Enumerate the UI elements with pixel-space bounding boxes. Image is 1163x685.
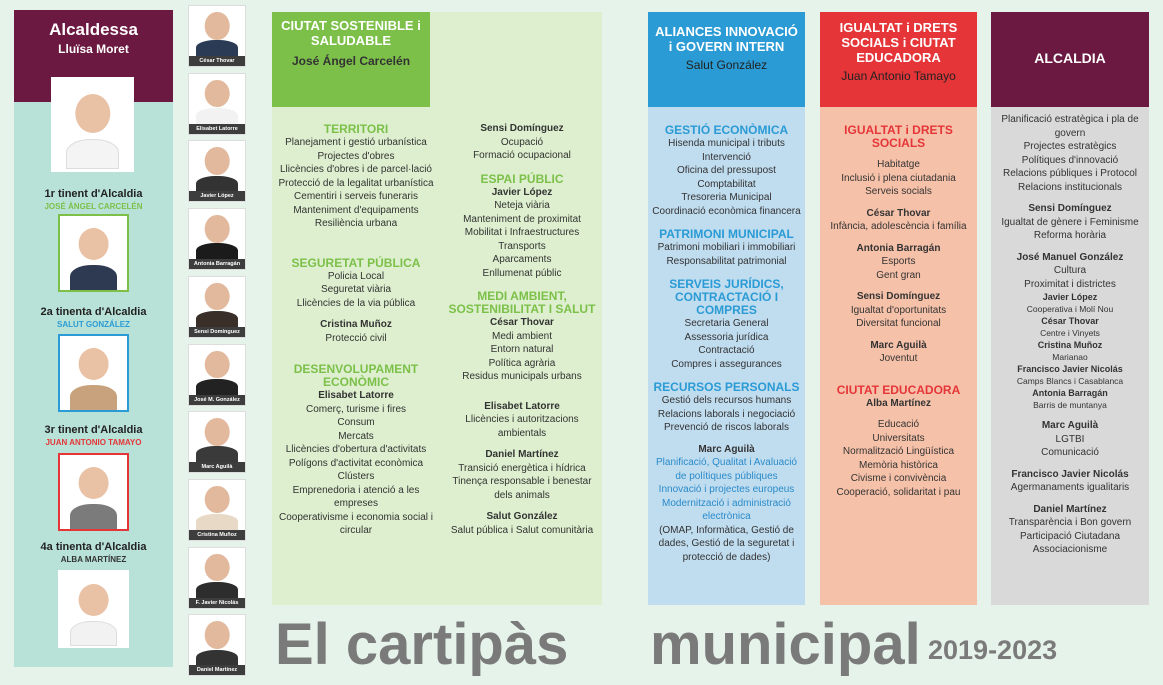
councillor-face	[205, 418, 230, 446]
mayor-photo	[51, 77, 134, 172]
spacer	[448, 280, 596, 288]
councillor-body	[196, 311, 239, 328]
councillor-label: Daniel Martínez	[485, 449, 559, 460]
councillor-label: Daniel Martínez	[1033, 503, 1107, 515]
rank-3-photo	[58, 453, 129, 531]
section-title: DESENVOLUPAMENT ECONÒMIC	[293, 362, 419, 389]
list-item: Oficina del pressupost	[677, 165, 776, 176]
mayor-title: Alcaldessa	[49, 20, 138, 39]
list-item: Proximitat i districtes	[1024, 278, 1116, 290]
list-item: Participació Ciutadana	[1019, 530, 1121, 542]
list-item: Secretaria General	[684, 318, 769, 329]
section-title: SEGURETAT PÚBLICA	[291, 255, 421, 270]
spacer	[276, 231, 436, 239]
list-item: Relacions institucionals	[1018, 181, 1122, 193]
councillor-face	[205, 80, 230, 108]
section-title: IGUALTAT i DRETS SOCIALS	[844, 123, 953, 150]
red-items	[823, 122, 974, 499]
councillor-name: F. Javier Nicolás	[189, 598, 245, 608]
spacer	[994, 243, 1146, 251]
list-item: Intervenció	[702, 151, 751, 163]
spacer	[276, 247, 436, 255]
footer-years: 2019-2023	[928, 635, 1058, 665]
green-column-2	[448, 122, 596, 537]
list-item: Comptabilitat	[697, 178, 756, 190]
councillor-face	[205, 351, 230, 379]
list-item: Tinença responsable i benestar dels animals	[452, 476, 592, 501]
councillor-body	[196, 108, 239, 125]
rank-3-title: 3r tinent d'Alcaldia	[44, 424, 143, 436]
red-title: IGUALTAT i DRETS SOCIALS i CIUTAT EDUCADORA	[839, 20, 958, 65]
district-item: Marianao	[1052, 352, 1088, 362]
section-title: PATRIMONI MUNICIPAL	[659, 227, 794, 241]
spacer	[823, 234, 974, 242]
list-item: Mobilitat i Infraestructures	[464, 227, 580, 238]
list-item: Llicències de la via pública	[296, 297, 416, 309]
footer-title-2: municipal	[650, 612, 921, 677]
list-item: Consum	[337, 417, 375, 428]
councillor-face	[205, 215, 230, 243]
spacer	[823, 374, 974, 382]
councillor-name: José M. González	[189, 395, 245, 405]
list-item: Formació ocupacional	[473, 150, 571, 161]
spacer	[276, 345, 436, 353]
spacer	[276, 310, 436, 318]
list-item: Compres i assegurances	[671, 358, 782, 370]
district-councillor-label: Francisco Javier Nicolás	[1017, 364, 1123, 374]
rank-2-name: SALUT GONZÁLEZ	[57, 320, 130, 329]
rank-4-name: ALBA MARTÍNEZ	[60, 555, 127, 564]
rank-4-face	[78, 584, 109, 617]
section-title: RECURSOS PERSONALS	[653, 380, 800, 394]
blue-title: ALIANCES INNOVACIÓ i GOVERN INTERN	[655, 24, 798, 54]
spacer	[994, 460, 1146, 468]
rank-2-face	[78, 348, 109, 381]
list-item: Comerç, turisme i fires	[305, 403, 406, 415]
blue-header	[648, 12, 805, 107]
section-title: CIUTAT EDUCADORA	[836, 382, 961, 397]
green-leader: José Ángel Carcelén	[291, 54, 411, 68]
list-item: Entorn natural	[490, 344, 554, 355]
spacer	[651, 218, 802, 226]
councillor-photo	[188, 614, 246, 676]
list-item: Reforma horària	[1033, 230, 1107, 241]
list-item: Clústers	[337, 471, 375, 482]
list-item: Responsabilitat patrimonial	[666, 255, 787, 267]
spacer	[276, 239, 436, 247]
spacer	[448, 384, 596, 392]
district-item: Centre i Vinyets	[1040, 328, 1100, 338]
list-item: Relacions públiques i Protocol	[1003, 168, 1137, 179]
councillor-label: Sensi Domínguez	[480, 123, 564, 134]
list-item: Aparcaments	[492, 254, 552, 265]
list-item: Projectes estratègics	[1023, 141, 1117, 152]
rank-3-body	[70, 504, 117, 529]
mayor-face	[75, 94, 110, 133]
councillor-label: Marc Aguilà	[1041, 420, 1099, 431]
spacer	[823, 150, 974, 158]
councillor-label: Marc Aguilà	[698, 443, 755, 455]
district-item: Barris de muntanya	[1033, 400, 1107, 410]
councillor-name: Daniel Martínez	[189, 665, 245, 675]
list-item: Manteniment d'equipaments	[293, 204, 419, 216]
list-item: Diversitat funcional	[856, 318, 941, 329]
list-item: Cementiri i serveis funeraris	[294, 191, 418, 202]
red-header	[820, 12, 977, 107]
green-header	[272, 12, 430, 107]
rank-2-title: 2a tinenta d'Alcaldia	[40, 306, 147, 318]
councillor-body	[196, 243, 239, 260]
councillor-face	[205, 554, 230, 582]
footer-title-1: El cartipàs	[275, 612, 569, 677]
list-item: Seguretat viària	[320, 284, 392, 295]
spacer	[823, 282, 974, 290]
list-item: Normalització Lingüística	[842, 446, 955, 457]
district-councillor-label: César Thovar	[1041, 316, 1099, 326]
spacer	[994, 495, 1146, 503]
councillor-label: Marc Aguilà	[870, 339, 927, 351]
spacer	[651, 435, 802, 443]
councillor-face	[205, 486, 230, 514]
list-item: Igualtat de gènere i Feminisme	[1001, 216, 1139, 228]
list-item: Memòria històrica	[859, 459, 938, 471]
list-item: Gestió dels recursos humans	[661, 395, 792, 406]
rank-1-body	[70, 265, 117, 290]
list-item: Tresoreria Municipal	[681, 192, 772, 203]
councillor-body	[196, 379, 239, 396]
list-item: Medi ambient	[491, 330, 553, 342]
mayor-name: Lluïsa Moret	[58, 42, 129, 56]
rank-3-face	[78, 467, 109, 500]
councillor-label: Cristina Muñoz	[320, 319, 392, 330]
list-item: Comunicació	[1041, 447, 1099, 458]
list-item: Patrimoni mobiliari i immobiliari	[657, 242, 796, 253]
councillor-label: Elisabet Latorre	[318, 390, 394, 401]
councillor-label: Sensi Domínguez	[856, 291, 941, 302]
councillor-photo	[188, 5, 246, 67]
councillor-photo	[188, 208, 246, 270]
councillor-name: Sensi Domínguez	[189, 327, 245, 337]
spacer	[823, 331, 974, 339]
list-item: Gent gran	[876, 269, 921, 281]
councillor-name: Antonia Barragán	[189, 259, 245, 269]
list-item: Ocupació	[500, 136, 544, 148]
councillor-body	[196, 650, 239, 667]
list-item: Residus municipals urbans	[462, 371, 582, 382]
spacer	[448, 163, 596, 171]
list-item: Inclusió i plena ciutadania	[841, 172, 956, 184]
rank-1-title: 1r tinent d'Alcaldia	[44, 188, 143, 200]
highlight-item: Modernització i administració electrònica	[662, 497, 791, 522]
spacer	[448, 392, 596, 400]
councillor-photo	[188, 411, 246, 473]
mayor-body	[66, 139, 120, 169]
list-item: Polítiques d'innovació	[1021, 154, 1119, 166]
councillor-name: César Thovar	[189, 56, 245, 66]
councillor-label: Elisabet Latorre	[484, 400, 560, 412]
councillor-photo	[188, 547, 246, 609]
district-item: Cooperativa i Molí Nou	[1026, 304, 1114, 314]
councillor-label: Javier López	[491, 186, 553, 198]
list-item: Igualtat d'oportunitats	[850, 304, 947, 316]
list-item: Esports	[881, 256, 916, 267]
red-leader: Juan Antonio Tamayo	[841, 69, 956, 83]
green-title: CIUTAT SOSTENIBLE i SALUDABLE	[281, 18, 421, 48]
councillor-face	[205, 12, 230, 40]
councillor-body	[196, 446, 239, 463]
list-item: Llicències d'obertura d'activitats	[285, 444, 427, 455]
rank-2-photo	[58, 334, 129, 412]
spacer	[276, 353, 436, 361]
councillor-body	[196, 514, 239, 531]
list-item: Associacionisme	[1032, 544, 1108, 555]
list-item: Infància, adolescència i família	[830, 221, 967, 232]
list-item: Habitatge	[877, 159, 920, 170]
councillor-label: Salut González	[486, 511, 558, 522]
list-item: Manteniment de proximitat	[463, 213, 581, 225]
councillor-label: José Manuel González	[1016, 251, 1124, 263]
councillor-label: César Thovar	[866, 207, 931, 219]
grey-title: ALCALDIA	[1034, 50, 1106, 66]
councillor-photo	[188, 276, 246, 338]
councillor-photo	[188, 140, 246, 202]
grey-header	[991, 12, 1149, 107]
section-title: SERVEIS JURÍDICS, CONTRACTACIÓ I COMPRES	[669, 277, 784, 317]
list-item: Planificació estratègica i pla de govern	[1001, 114, 1139, 139]
councillor-body	[196, 582, 239, 599]
councillor-face	[205, 621, 230, 649]
list-item: Emprenedoria i atenció a les empreses	[292, 484, 420, 509]
list-item: Joventut	[879, 353, 918, 364]
list-item: Mercats	[338, 430, 374, 442]
list-item: Projectes d'obres	[317, 150, 395, 162]
list-item: Neteja viària	[494, 200, 550, 211]
list-item: Cultura	[1053, 265, 1087, 276]
green-column-1	[276, 121, 436, 538]
list-item: Hisenda municipal i tributs	[668, 138, 785, 149]
district-item: Camps Blancs i Casablanca	[1016, 376, 1124, 386]
highlight-item: Planificació, Qualitat i Avaluació de polítiques públiques	[655, 457, 797, 482]
list-item: Transparència i Bon govern	[1008, 517, 1132, 528]
councillor-photo	[188, 73, 246, 135]
councillor-photo	[188, 479, 246, 541]
list-item: Universitats	[872, 432, 925, 444]
spacer	[651, 268, 802, 276]
councillor-face	[205, 147, 230, 175]
list-item: Civisme i convivència	[850, 473, 947, 484]
list-item: Agermanaments igualitaris	[1010, 482, 1130, 493]
list-item: Transició energètica i hídrica	[458, 462, 586, 474]
list-item: Transports	[498, 240, 546, 252]
spacer	[994, 194, 1146, 202]
list-item: Protecció civil	[325, 332, 387, 344]
rank-4-photo	[58, 570, 129, 648]
section-title: ESPAI PÚBLIC	[480, 171, 564, 186]
councillor-name: Javier López	[189, 191, 245, 201]
list-item: Salut pública i Salut comunitària	[450, 524, 594, 536]
district-councillor-label: Javier López	[1042, 292, 1098, 302]
list-item: Planejament i gestió urbanística	[285, 137, 427, 148]
list-item: Enllumenat públic	[482, 267, 562, 279]
councillor-label: Sensi Domínguez	[1028, 203, 1112, 214]
list-item: Polígons d'activitat econòmica	[288, 457, 424, 469]
spacer	[651, 371, 802, 379]
list-item: Protecció de la legalitat urbanística	[278, 177, 434, 189]
rank-1-photo	[58, 214, 129, 292]
section-title: MEDI AMBIENT, SOSTENIBILITAT I SALUT	[448, 289, 596, 316]
rank-2-body	[70, 385, 117, 410]
list-item: Relacions laborals i negociació	[657, 408, 796, 420]
councillor-photo	[188, 344, 246, 406]
councillor-label: Francisco Javier Nicolás	[1011, 468, 1129, 480]
list-item: Prevenció de riscos laborals	[663, 422, 790, 433]
list-item: Cooperativisme i economia social i circular	[279, 511, 433, 536]
district-councillor-label: Cristina Muñoz	[1037, 340, 1103, 350]
blue-items	[651, 122, 802, 564]
list-item: Policia Local	[327, 270, 385, 282]
councillor-name: Marc Aguilà	[189, 462, 245, 472]
section-title: GESTIÓ ECONÒMICA	[664, 123, 789, 137]
list-item: Educació	[877, 419, 920, 430]
list-item: Serveis socials	[865, 186, 932, 197]
rank-4-title: 4a tinenta d'Alcaldia	[40, 541, 147, 553]
highlight-item: Innovació i projectes europeus	[658, 484, 795, 495]
district-councillor-label: Antonia Barragán	[1032, 388, 1108, 398]
rank-1-face	[78, 228, 109, 261]
grey-items	[994, 113, 1146, 557]
councillor-label: Alba Martínez	[865, 397, 931, 409]
left-column	[14, 10, 173, 667]
section-title: TERRITORI	[323, 122, 389, 136]
spacer	[994, 411, 1146, 419]
councillor-label: César Thovar	[490, 317, 554, 328]
list-item: Contractació	[698, 345, 755, 356]
spacer	[823, 366, 974, 374]
councillor-body	[196, 40, 239, 57]
rank-4-body	[70, 621, 117, 646]
councillor-label: Antonia Barragán	[856, 242, 941, 254]
councillor-name: Cristina Muñoz	[189, 530, 245, 540]
list-item: Resiliència urbana	[314, 218, 398, 229]
councillor-face	[205, 283, 230, 311]
list-item: Política agrària	[488, 357, 556, 369]
list-item: LGTBI	[1055, 433, 1085, 445]
blue-leader: Salut González	[685, 58, 768, 72]
councillor-body	[196, 176, 239, 193]
list-item: Assessoria jurídica	[684, 331, 769, 343]
rank-1-name: JOSÉ ÀNGEL CARCELÉN	[44, 202, 143, 211]
list-item: Llicències i autoritzacions ambientals	[465, 414, 579, 439]
spacer	[448, 440, 596, 448]
list-item: Llicències d'obres i de parcel·lació	[280, 164, 432, 175]
list-item: Coordinació econòmica financera	[652, 205, 801, 217]
list-item: Cooperació, solidaritat i pau	[836, 486, 961, 498]
spacer	[448, 502, 596, 510]
councillor-name: Elisabet Latorre	[189, 124, 245, 134]
spacer	[823, 410, 974, 418]
rank-3-name: JUAN ANTONIO TAMAYO	[45, 438, 142, 447]
list-item: (OMAP, Informàtica, Gestió de dades, Gestió de la seguretat i protecció de dades)	[658, 524, 795, 563]
spacer	[823, 199, 974, 207]
